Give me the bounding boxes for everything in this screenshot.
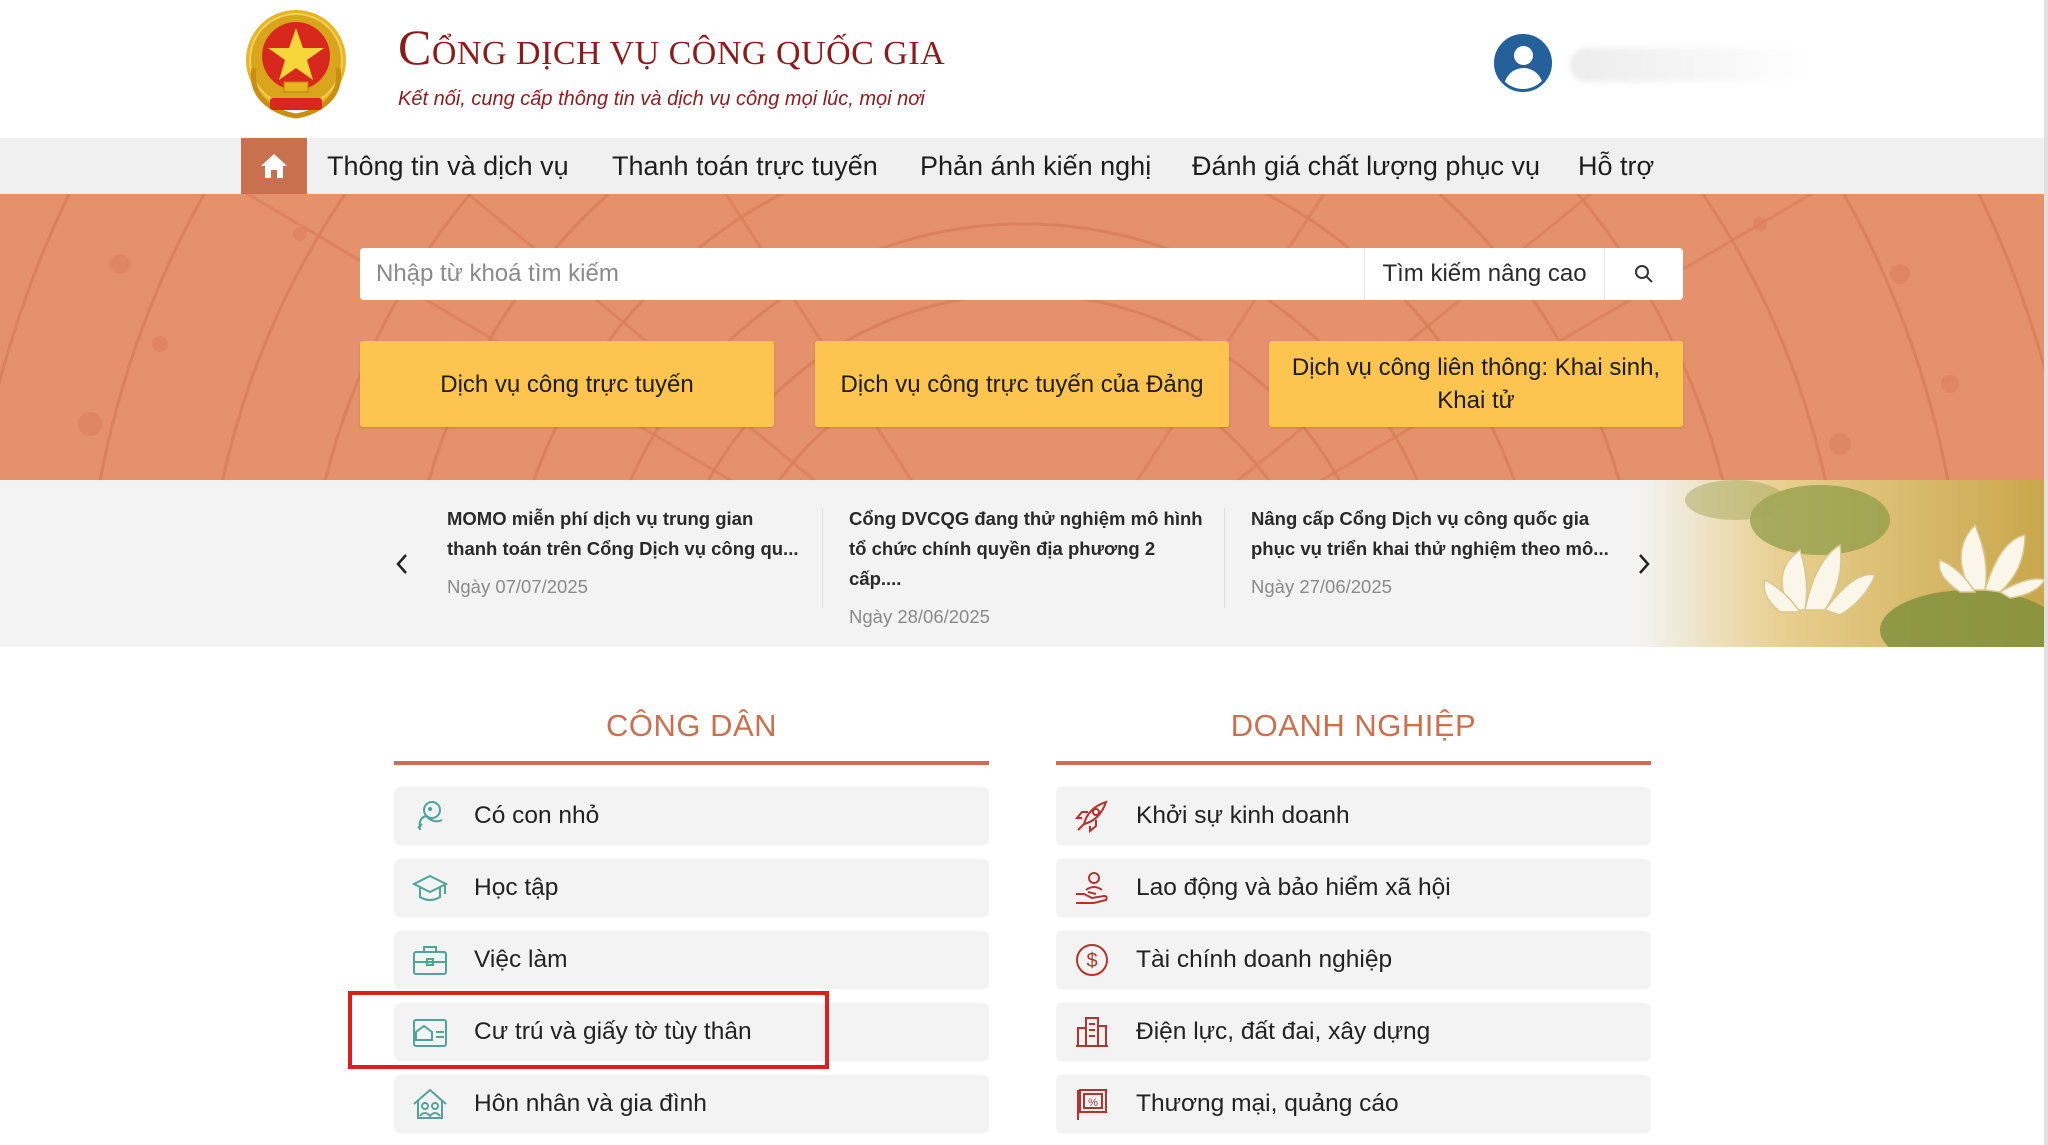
home-icon [259,152,289,180]
bronze-drum-pattern [0,194,2048,480]
nav-item-support[interactable]: Hỗ trợ [1578,151,1655,181]
party-online-service-button[interactable]: Dịch vụ công trực tuyến của Đảng [815,341,1229,427]
citizen-title-rule [394,761,989,765]
site-title[interactable] [398,18,945,76]
search-bar [360,248,1683,300]
site-tagline: Kết nối, cung cấp thông tin và dịch vụ công mọi lúc, mọi nơi [398,88,925,110]
chevron-right-icon [1637,553,1651,575]
lotus-illustration [1640,480,2048,647]
business-item-labor-social-insurance[interactable] [1056,859,1651,917]
site-title-text: ỔNG DỊCH VỤ CÔNG QUỐC GIA [431,35,946,72]
news-carousel [0,480,2048,647]
advanced-search-button[interactable]: Tìm kiếm nâng cao [1364,248,1604,300]
news-title: Nâng cấp Cổng Dịch vụ công quốc gia phục vụ triển khai thử nghiệm theo mô... [1251,508,1609,559]
briefcase-icon [412,942,448,978]
window-edge [2044,0,2048,1145]
news-item[interactable] [1251,504,1611,598]
news-title: MOMO miễn phí dịch vụ trung gian thanh toán trên Cổng Dịch vụ công qu... [447,508,799,559]
search-icon [1634,264,1654,284]
news-date: Ngày 27/06/2025 [1251,576,1392,597]
building-icon [1074,1014,1110,1050]
rocket-icon [1074,798,1110,834]
citizen-item-marriage-family[interactable] [394,1075,989,1133]
business-item-label: Lao động và bảo hiểm xã hội [1136,874,1451,901]
user-name-blurred[interactable] [1570,48,1810,82]
header [0,0,2048,138]
business-item-power-land-construction[interactable] [1056,1003,1651,1061]
news-item[interactable] [447,504,807,598]
online-public-service-button[interactable]: Dịch vụ công trực tuyến [360,341,774,427]
citizen-item-label: Việc làm [474,946,568,973]
highlight-box [348,991,829,1069]
business-item-start-business[interactable] [1056,787,1651,845]
citizen-section-title: CÔNG DÂN [605,708,778,743]
hero-banner [0,194,2048,480]
business-title-rule [1056,761,1651,765]
business-item-label: Điện lực, đất đai, xây dựng [1136,1018,1431,1045]
user-avatar-icon[interactable] [1494,34,1552,92]
business-section-title: DOANH NGHIỆP [1230,708,1477,743]
citizen-item-education[interactable] [394,859,989,917]
news-divider [822,508,823,608]
news-next-button[interactable] [1626,544,1662,584]
search-button[interactable] [1604,248,1683,300]
search-input[interactable] [360,248,1363,300]
family-house-icon [412,1086,448,1122]
citizen-item-label: Cư trú và giấy tờ tùy thân [474,1018,752,1045]
nav-item-service-rating[interactable]: Đánh giá chất lượng phục vụ [1192,151,1540,181]
citizen-item-young-children[interactable] [394,787,989,845]
nav-item-feedback[interactable]: Phản ánh kiến nghị [920,151,1152,181]
citizen-item-label: Có con nhỏ [474,802,600,829]
citizen-item-label: Hôn nhân và gia đình [474,1090,707,1117]
business-item-label: Khởi sự kinh doanh [1136,802,1350,829]
dollar-coin-icon [1074,942,1110,978]
news-divider [1224,508,1225,608]
business-item-label: Thương mại, quảng cáo [1136,1090,1399,1117]
nav-home-button[interactable] [241,138,307,194]
chevron-left-icon [395,553,409,575]
news-date: Ngày 07/07/2025 [447,576,588,597]
business-item-corporate-finance[interactable] [1056,931,1651,989]
news-prev-button[interactable] [384,544,420,584]
main-nav [0,138,2048,194]
nav-item-online-payment[interactable]: Thanh toán trực tuyến [612,151,878,181]
news-item[interactable] [849,504,1209,628]
citizen-item-employment[interactable] [394,931,989,989]
baby-icon [412,798,448,834]
business-item-label: Tài chính doanh nghiệp [1136,946,1393,973]
svg-text:$: $ [1086,950,1098,972]
worker-hand-icon [1074,870,1110,906]
national-emblem-icon[interactable] [240,6,352,120]
news-date: Ngày 28/06/2025 [849,606,990,627]
site-title-initial: C [398,19,432,75]
citizen-item-label: Học tập [474,874,559,901]
graduation-cap-icon [412,870,448,906]
percent-tag-icon [1074,1086,1110,1122]
svg-text:%: % [1088,1097,1098,1109]
business-item-trade-advertising[interactable] [1056,1075,1651,1133]
birth-death-service-button[interactable]: Dịch vụ công liên thông: Khai sinh, Khai tử [1269,341,1683,427]
nav-item-information-services[interactable]: Thông tin và dịch vụ [327,151,569,181]
news-title: Cổng DVCQG đang thử nghiệm mô hình tổ chức chính quyền địa phương 2 cấp.... [849,508,1203,589]
